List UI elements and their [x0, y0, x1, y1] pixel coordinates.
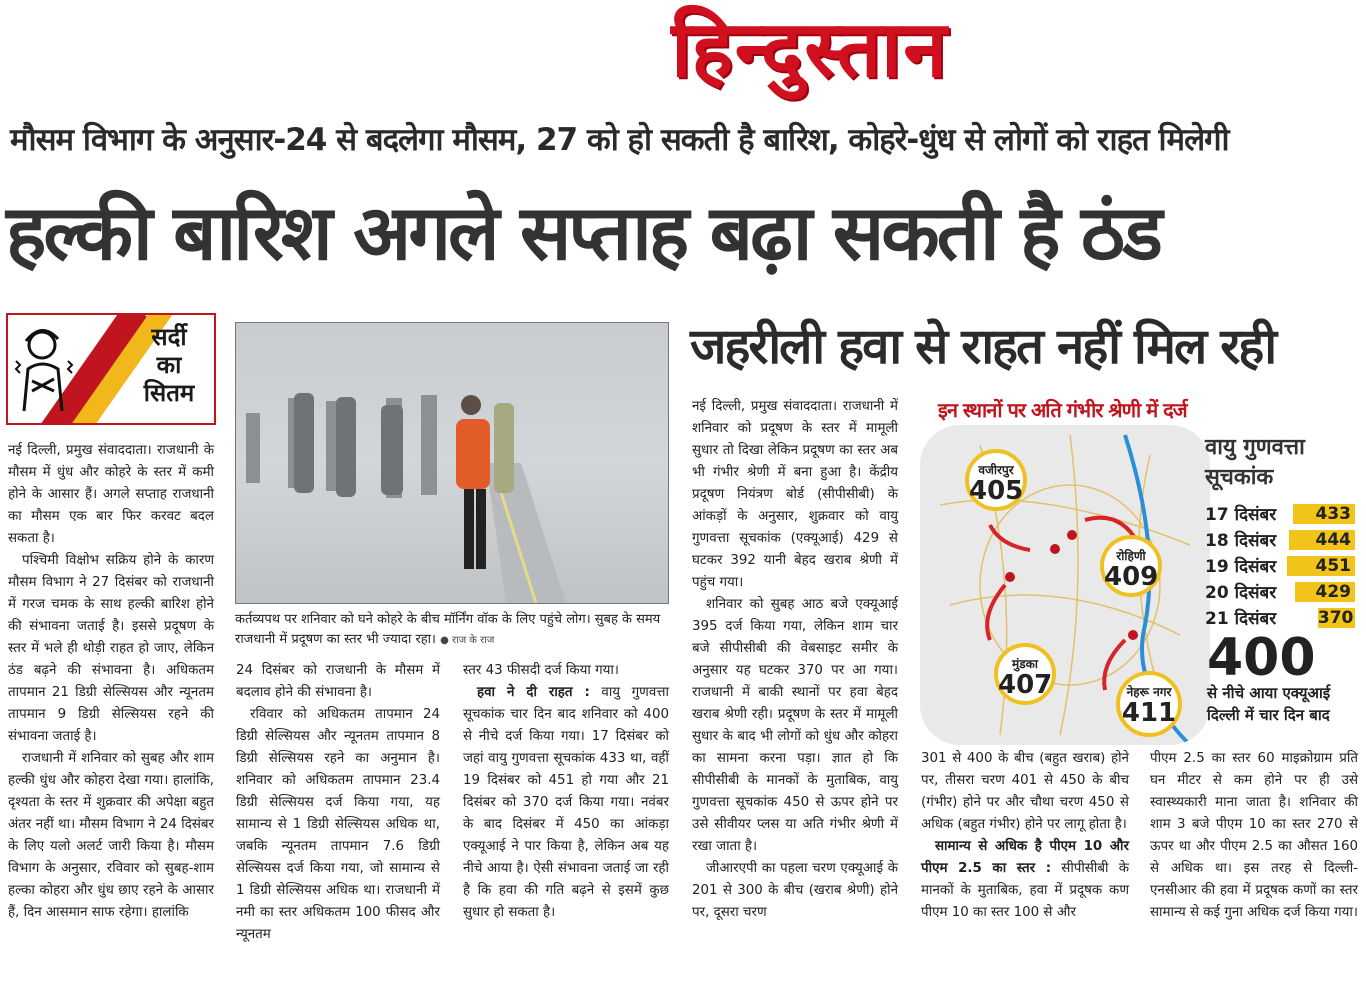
- aqi-row: [1205, 502, 1355, 524]
- photo-caption: [235, 610, 667, 651]
- aqi-big-note: से नीचे आया एक्यूआई दिल्ली में चार दिन बाद: [1207, 684, 1331, 724]
- logo-line-2: का: [156, 351, 182, 379]
- aqi-row: [1205, 580, 1355, 602]
- article-column-2: [236, 660, 440, 946]
- map-location-nehru-nagar: नेहरू नगर 411: [1116, 671, 1182, 737]
- aqi-big-number: 400: [1207, 628, 1316, 688]
- article-column-1: [8, 440, 214, 924]
- col4-paragraph-1: नई दिल्ली, प्रमुख संवाददाता। राजधानी में शनिवार को प्रदूषण के स्तर में मामूली सुधार तो दिखा लेकिन प्रदूषण का स्तर अब भी गंभीर श्रेणी में बना हुआ है। केंद्रीय प्रदूषण नियंत्रण बोर्ड (सीपीसीबी) के आंकड़ों के अनुसार, शुक्रवार को वायु गुणवत्ता सूचकांक (एक्यूआई) 429 से घटकर 392 यानी बेहद खराब श्रेणी में पहुंच गया।: [692, 399, 898, 590]
- col3-subhead: हवा ने दी राहत :: [477, 685, 590, 700]
- aqi-row-bar: 429: [1295, 582, 1355, 602]
- map-location-mundka: मुंडका 407: [994, 643, 1056, 705]
- aqi-row: [1205, 554, 1355, 576]
- logo-line-3: सितम: [143, 379, 195, 407]
- aqi-row-date: 18 दिसंबर: [1205, 531, 1277, 551]
- col3-paragraph-2: वायु गुणवत्ता सूचकांक चार दिन बाद शनिवार को 400 से नीचे दर्ज किया गया। 17 दिसंबर को जहां वायु गुणवत्ता सूचकांक 433 था, वहीं 19 दिसंबर को 451 हो गया और 21 दिसंबर को 370 दर्ज किया गया। नवंबर के बाद दिसंबर में 450 का आंकड़ा एक्यूआई ने पार किया है, लेकिन अब यह नीचे आया है। ऐसी संभावना जताई जा रही है कि हवा की गति बढ़ने से इसमें कुछ सुधार हो सकता है।: [463, 685, 669, 920]
- sub-headline: जहरीली हवा से राहत नहीं मिल रही: [690, 318, 1276, 375]
- aqi-row-date: 20 दिसंबर: [1205, 583, 1277, 603]
- col2-paragraph-1: 24 दिसंबर को राजधानी के मौसम में बदलाव होने की संभावना है।: [236, 663, 440, 700]
- col1-paragraph-1: नई दिल्ली, प्रमुख संवाददाता। राजधानी के मौसम में धुंध और कोहरे के स्तर में कमी होने के आसार हैं। अगले सप्ताह राजधानी का मौसम एक बार फिर करवट बदल सकता है।: [8, 443, 214, 546]
- series-logo: [6, 313, 216, 425]
- col2-paragraph-2: रविवार को अधिकतम तापमान 24 डिग्री सेल्सियस और न्यूनतम तापमान 8 डिग्री सेल्सियस रहने का अनुमान है। शनिवार को अधिकतम तापमान 23.4 डिग्री सेल्सियस दर्ज किया गया, यह सामान्य से 1 डिग्री सेल्सियस अधिक था, जबकि न्यूनतम तापमान 7.6 डिग्री सेल्सियस दर्ज किया गया, जो सामान्य से 1 डिग्री सेल्सियस अधिक था। राजधानी में नमी का स्तर अधिकतम 100 फीसद और न्यूनतम: [236, 707, 440, 942]
- col1-paragraph-3: राजधानी में शनिवार को सुबह और शाम हल्की धुंध और कोहरा देखा गया। हालांकि, दृश्यता के स्तर में शुक्रवार की अपेक्षा बहुत अंतर नहीं था। मौसम विभाग ने 24 दिसंबर के लिए यलो अलर्ट जारी किया है। मौसम विभाग के अनुसार, रविवार को सुबह-शाम हल्का कोहरा और धुंध छाए रहने के आसार हैं, दिन आसमान साफ रहेगा। हालांकि: [8, 751, 214, 920]
- article-column-3: [463, 660, 669, 924]
- article-column-6: [1150, 748, 1358, 924]
- col5-paragraph-1: 301 से 400 के बीच (बहुत खराब) होने पर, तीसरा चरण 401 से 450 के बीच (गंभीर) होने पर और चौथा चरण 450 से अधिक (बहुत गंभीर) होने पर लागू होता है।: [921, 751, 1129, 832]
- col3-paragraph-1: स्तर 43 फीसदी दर्ज किया गया।: [463, 663, 619, 678]
- shivering-person-icon: [14, 321, 74, 417]
- logo-line-1: सर्दी: [151, 323, 187, 351]
- main-headline: हल्की बारिश अगले सप्ताह बढ़ा सकती है ठंड: [6, 188, 1160, 277]
- aqi-row-bar: 370: [1317, 608, 1354, 628]
- aqi-panel-label: वायु गुणवत्ता सूचकांक: [1205, 435, 1305, 490]
- col5-paragraph-2: सीपीसीबी के मानकों के मुताबिक, हवा में प्रदूषक कण पीएम 10 का स्तर 100 से और: [921, 861, 1129, 920]
- article-column-5: [921, 748, 1129, 924]
- masthead-logo: हिन्दुस्तान: [671, 5, 949, 95]
- col4-paragraph-2: शनिवार को सुबह आठ बजे एक्यूआई 395 दर्ज किया गया, लेकिन शाम चार बजे सीपीसीबी की वेबसाइट समीर के अनुसार यह घटकर 370 पर आ गया। राजधानी में बाकी स्थानों पर हवा बेहद खराब श्रेणी रही। प्रदूषण के स्तर में मामूली सुधार के बाद भी लोगों को धुंध और कोहरा का सामना करना पड़ा। ज्ञात हो कि सीपीसीबी के मानकों के मुताबिक, वायु गुणवत्ता सूचकांक 450 से ऊपर होने पर उसे सीवीयर प्लस या अति गंभीर श्रेणी में रखा जाता है।: [692, 597, 898, 854]
- kicker-headline: मौसम विभाग के अनुसार-24 से बदलेगा मौसम, 27 को हो सकती है बारिश, कोहरे-धुंध से लोगों को राहत मिलेगी: [10, 122, 1229, 158]
- map-location-wazirpur: वजीरपुर 405: [965, 449, 1027, 511]
- aqi-row-date: 19 दिसंबर: [1205, 557, 1277, 577]
- aqi-row-date: 21 दिसंबर: [1205, 609, 1277, 629]
- aqi-row: [1205, 606, 1355, 628]
- photo-caption-text: कर्तव्यपथ पर शनिवार को घने कोहरे के बीच मॉर्निंग वॉक के लिए पहुंचे लोग। सुबह के समय राजधानी में प्रदूषण का स्तर भी ज्यादा रहा।: [235, 612, 661, 647]
- photo-credit: ● राज के राज: [440, 635, 495, 646]
- col5-subhead: सामान्य से अधिक है पीएम 10 और पीएम 2.5 का स्तर :: [921, 839, 1129, 876]
- fog-photo: [235, 322, 669, 604]
- delhi-map: [920, 425, 1210, 745]
- col4-paragraph-3: जीआरएपी का पहला चरण एक्यूआई के 201 से 300 के बीच (खराब श्रेणी) होने पर, दूसरा चरण: [692, 861, 898, 920]
- article-column-4: [692, 396, 898, 924]
- col6-paragraph-1: पीएम 2.5 का स्तर 60 माइक्रोग्राम प्रति घन मीटर से कम होने पर ही उसे स्वास्थ्यकारी माना जाता है। शनिवार की शाम 3 बजे पीएम 10 का स्तर 270 से ऊपर था और पीएम 2.5 का औसत 160 से अधिक था। इस तरह से दिल्ली-एनसीआर की हवा में प्रदूषक कणों का स्तर सामान्य से कई गुना अधिक दर्ज किया गया।: [1150, 751, 1358, 920]
- aqi-row-bar: 433: [1293, 504, 1355, 524]
- aqi-row-bar: 451: [1287, 556, 1356, 576]
- col1-paragraph-2: पश्चिमी विक्षोभ सक्रिय होने के कारण मौसम विभाग ने 27 दिसंबर को राजधानी में गरज चमक के साथ हल्की बारिश होने की संभावना जताई है। इससे प्रदूषण के स्तर में भले ही थोड़ी राहत हो जाए, लेकिन ठंड बढ़ने की संभावना है। अधिकतम तापमान 21 डिग्री सेल्सियस और न्यूनतम तापमान 9 डिग्री सेल्सियस रहने की संभावना जताई है।: [8, 553, 214, 744]
- map-location-rohini: रोहिणी 409: [1100, 535, 1162, 597]
- fog-walkers-image: [236, 323, 668, 603]
- map-title: इन स्थानों पर अति गंभीर श्रेणी में दर्ज: [938, 398, 1187, 422]
- aqi-row-bar: 444: [1289, 530, 1355, 550]
- aqi-row-date: 17 दिसंबर: [1205, 505, 1277, 525]
- aqi-row: [1205, 528, 1355, 550]
